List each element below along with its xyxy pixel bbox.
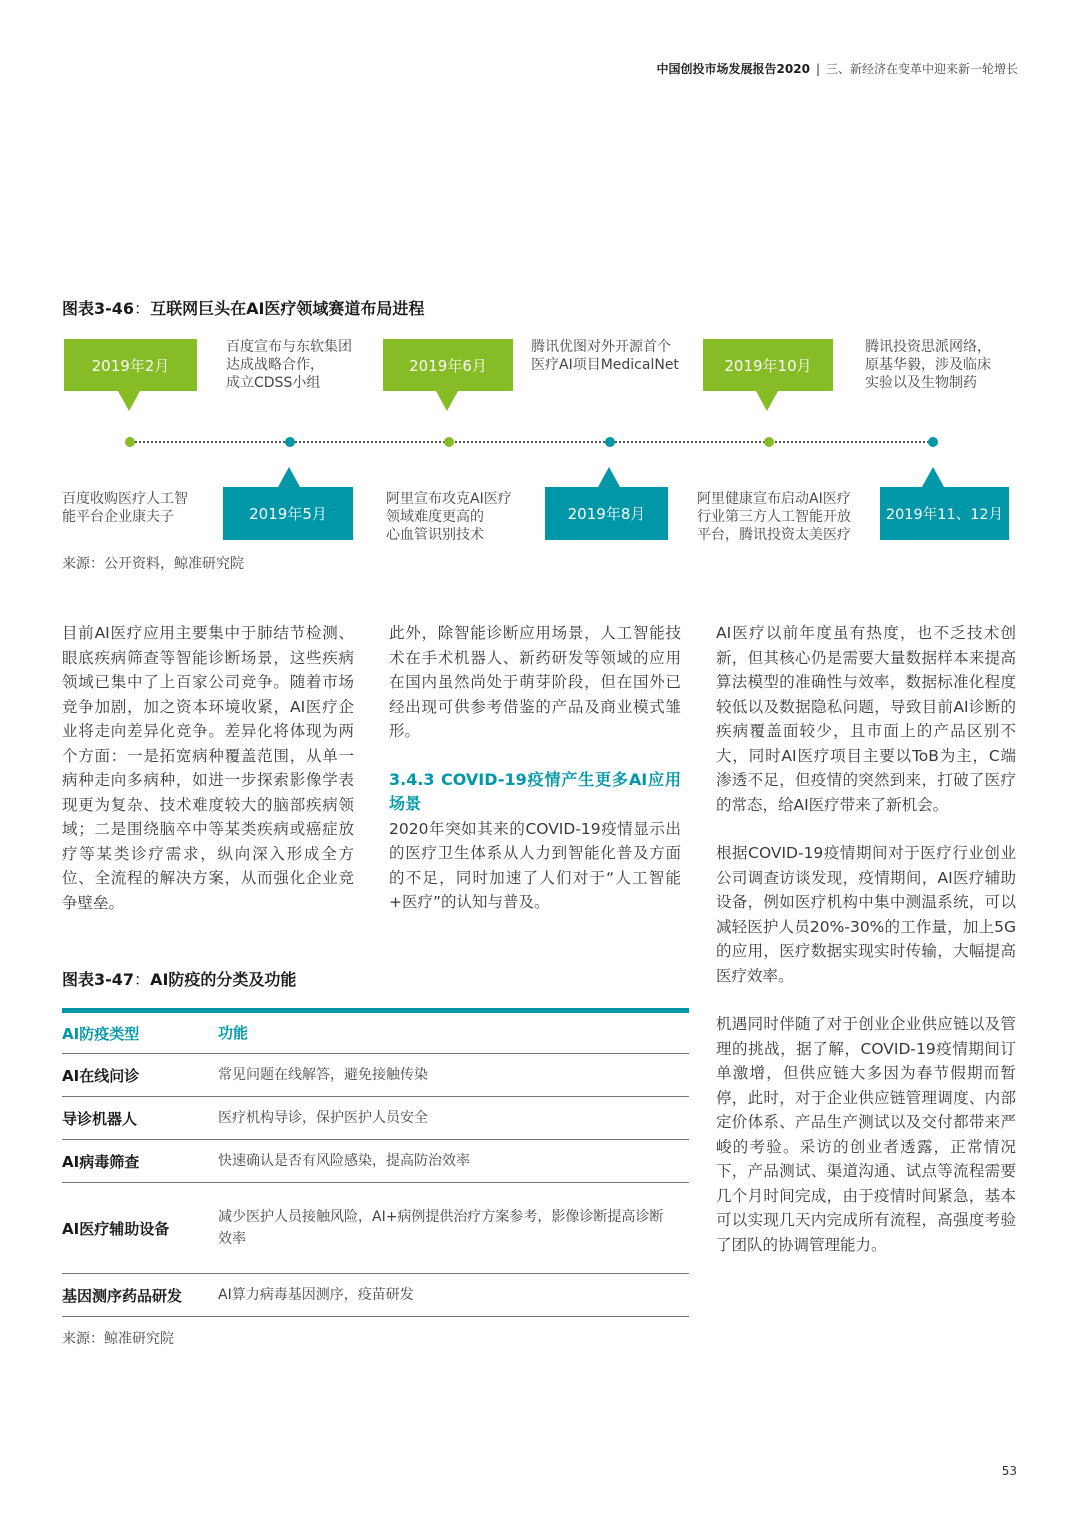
section-subheading: 3.4.3 COVID-19疫情产生更多AI应用场景 bbox=[389, 769, 681, 813]
table-cell-type: 基因测序药品研发 bbox=[62, 1286, 183, 1305]
timeline-pointer bbox=[278, 467, 300, 487]
table-cell-function: AI算力病毒基因测序，疫苗研发 bbox=[218, 1287, 414, 1303]
figure-47-source: 来源：鲸准研究院 bbox=[62, 1331, 174, 1347]
body-paragraph: 根据COVID-19疫情期间对于医疗行业创业公司调查访谈发现，疫情期间，AI医疗辅助设备，例如医疗机构中集中测温系统，可以减轻医护人员20%-30%的工作量，加上5G的应用，医疗数据实现实时传输，大幅提高医疗效率。 bbox=[716, 844, 1016, 985]
timeline-date-box: 2019年6月 bbox=[383, 339, 513, 391]
figure-47-label: 图表3-47 bbox=[62, 970, 135, 989]
table-row bbox=[62, 1183, 689, 1274]
table-row bbox=[62, 1054, 689, 1097]
figure-46-label: 图表3-46 bbox=[62, 299, 135, 318]
table-row bbox=[62, 1140, 689, 1183]
timeline-event-desc: 百度宣布与东软集团 达成战略合作， 成立CDSS小组 bbox=[226, 339, 352, 391]
body-paragraph: 此外，除智能诊断应用场景，人工智能技术在手术机器人、新药研发等领域的应用在国内虽然尚处于萌芽阶段，但在国外已经出现可供参考借鉴的产品及商业模式雏形。 bbox=[389, 624, 681, 740]
figure-47-title bbox=[62, 967, 296, 990]
timeline-date-box: 2019年2月 bbox=[64, 339, 197, 391]
timeline-event-desc: 百度收购医疗人工智 能平台企业康夫子 bbox=[62, 491, 188, 525]
timeline-date-box: 2019年5月 bbox=[223, 487, 353, 540]
timeline-event-desc: 阿里宣布攻克AI医疗 领域难度更高的 心血管识别技术 bbox=[386, 491, 512, 543]
timeline-pointer bbox=[756, 391, 778, 411]
timeline-date-box: 2019年10月 bbox=[703, 339, 833, 391]
figure-46-caption: 互联网巨头在AI医疗领域赛道布局进程 bbox=[150, 299, 425, 318]
column-3 bbox=[716, 621, 1016, 1257]
ai-epidemic-table bbox=[62, 1008, 689, 1317]
timeline-pointer bbox=[598, 467, 620, 487]
figure-46-title bbox=[62, 296, 424, 319]
figure-47-caption: AI防疫的分类及功能 bbox=[150, 970, 297, 989]
column-1 bbox=[62, 621, 354, 915]
table-row bbox=[62, 1097, 689, 1140]
timeline-date-box: 2019年11、12月 bbox=[880, 487, 1009, 540]
timeline-dot bbox=[444, 437, 454, 447]
column-2 bbox=[389, 621, 681, 915]
timeline-pointer bbox=[118, 391, 140, 411]
table-cell-function: 常见问题在线解答，避免接触传染 bbox=[218, 1067, 428, 1083]
table-cell-type: AI医疗辅助设备 bbox=[62, 1219, 170, 1238]
timeline-dot bbox=[125, 437, 135, 447]
header-separator: | bbox=[815, 62, 820, 76]
table-cell-function: 快速确认是否有风险感染，提高防治效率 bbox=[218, 1153, 470, 1169]
report-title: 中国创投市场发展报告2020 bbox=[656, 62, 810, 76]
timeline-pointer bbox=[436, 391, 458, 411]
table-cell-type: 导诊机器人 bbox=[62, 1109, 138, 1128]
table-row bbox=[62, 1274, 689, 1317]
table-cell-function: 医疗机构导诊，保护医护人员安全 bbox=[218, 1110, 428, 1126]
body-paragraph: AI医疗以前年度虽有热度，也不乏技术创新，但其核心仍是需要大量数据样本来提高算法模型的准确性与效率，数据标准化程度较低以及数据隐私问题，导致目前AI诊断的疾病覆盖面较少，且市面上的产品区别不大，同时AI医疗项目主要以ToB为主，C端渗透不足，但疫情的突然到来，打破了医疗的常态，给AI医疗带来了新机会。 bbox=[716, 624, 1016, 814]
table-header-type: AI防疫类型 bbox=[62, 1024, 140, 1043]
timeline-dot bbox=[285, 437, 295, 447]
table-cell-function: 减少医护人员接触风险，AI+病例提供治疗方案参考，影像诊断提高诊断效率 bbox=[218, 1209, 664, 1247]
timeline-dot bbox=[605, 437, 615, 447]
table-cell-type: AI病毒筛查 bbox=[62, 1152, 140, 1171]
timeline-event-desc: 阿里健康宣布启动AI医疗 行业第三方人工智能开放 平台，腾讯投资太美医疗 bbox=[697, 491, 851, 543]
timeline-pointer bbox=[922, 467, 944, 487]
timeline-event-desc: 腾讯优图对外开源首个 医疗AI项目MedicalNet bbox=[531, 339, 679, 373]
timeline-date-box: 2019年8月 bbox=[545, 487, 668, 540]
page-number: 53 bbox=[1001, 1464, 1017, 1478]
table-header-function: 功能 bbox=[218, 1024, 249, 1042]
timeline-event-desc: 腾讯投资思派网络， 原基华毅，涉及临床 实验以及生物制药 bbox=[865, 339, 991, 391]
figure-46-colon: ： bbox=[134, 299, 151, 318]
body-paragraph: 2020年突如其来的COVID-19疫情显示出的医疗卫生体系从人力到智能化普及方面的不足，同时加速了人们对于“人工智能+医疗”的认知与普及。 bbox=[389, 819, 681, 911]
body-paragraph: 目前AI医疗应用主要集中于肺结节检测、眼底疾病筛查等智能诊断场景，这些疾病领域已集中了上百家公司竞争。随着市场竞争加剧，加之资本环境收紧，AI医疗企业将走向差异化竞争。差异化将体现为两个方面：一是拓宽病种覆盖范围，从单一病种走向多病种，如进一步探索影像学表现更为复杂、技术难度较大的脑部疾病领域；二是围绕脑卒中等某类疾病或癌症放疗等某类诊疗需求，纵向深入形成全方位、全流程的解决方案，从而强化企业竞争壁垒。 bbox=[62, 624, 354, 912]
figure-47-colon: ： bbox=[134, 970, 151, 989]
running-header bbox=[657, 60, 1018, 77]
table-cell-type: AI在线问诊 bbox=[62, 1066, 140, 1085]
table-header-row bbox=[62, 1013, 689, 1054]
section-title: 三、新经济在变革中迎来新一轮增长 bbox=[825, 62, 1018, 76]
figure-46-source: 来源：公开资料，鲸准研究院 bbox=[62, 556, 244, 572]
body-paragraph: 机遇同时伴随了对于创业企业供应链以及管理的挑战，据了解，COVID-19疫情期间订单激增，但供应链大多因为春节假期而暂停，此时，对于企业供应链管理调度、内部定价体系、产品生产测试以及交付都带来严峻的考验。采访的创业者透露，正常情况下，产品测试、渠道沟通、试点等流程需要几个月时间完成，由于疫情时间紧急，基本可以实现几天内完成所有流程，高强度考验了团队的协调管理能力。 bbox=[716, 1015, 1016, 1254]
timeline-dot bbox=[928, 437, 938, 447]
timeline-axis bbox=[130, 441, 933, 443]
timeline-dot bbox=[764, 437, 774, 447]
